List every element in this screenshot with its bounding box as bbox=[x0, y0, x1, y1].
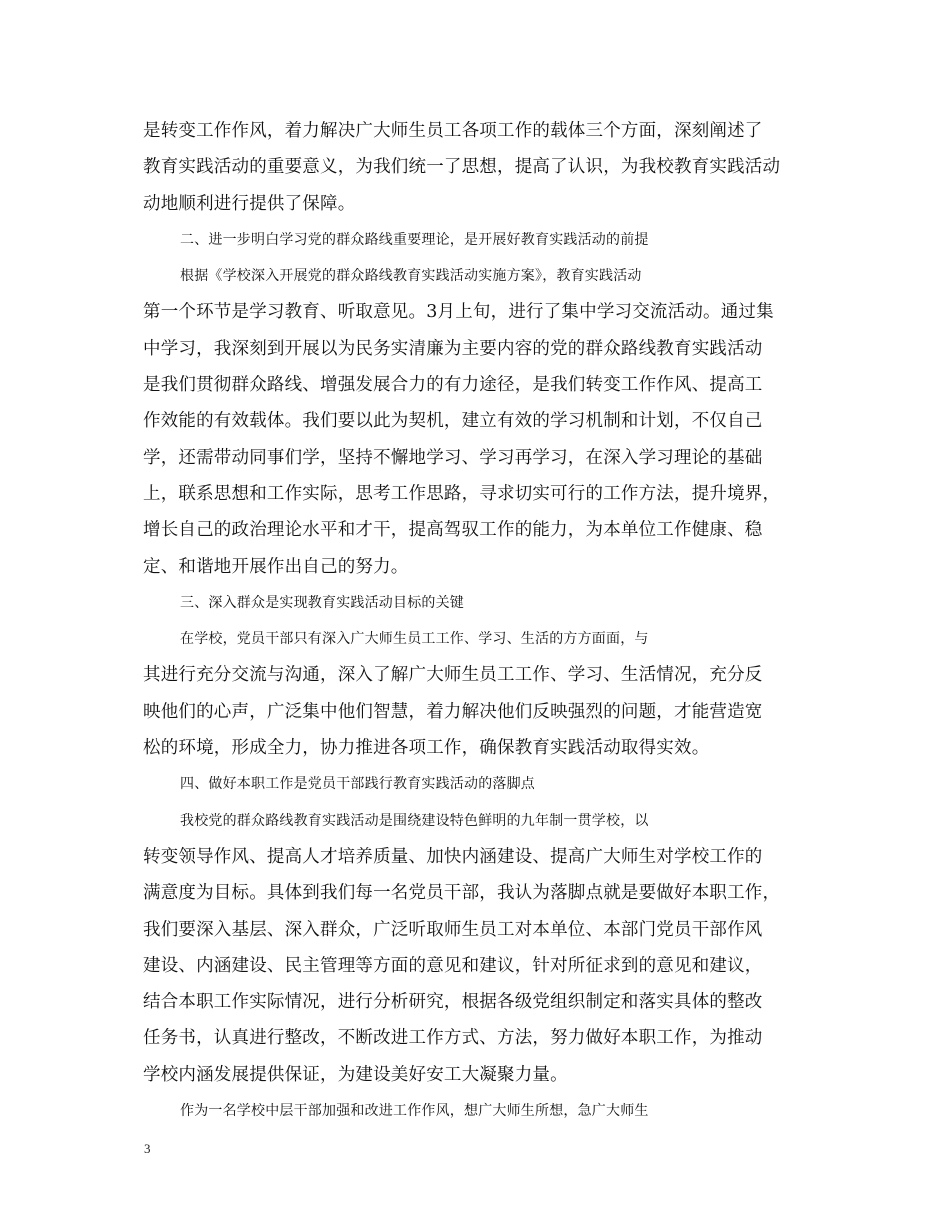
page-number: 3 bbox=[144, 1141, 151, 1156]
paragraph-start-line: 我校党的群众路线教育实践活动是围绕建设特色鲜明的九年制一贯学校，以 bbox=[180, 812, 649, 829]
text-line: 第一个环节是学习教育、听取意见。3月上旬，进行了集中学习交流活动。通过集 bbox=[143, 302, 774, 323]
text-line: 教育实践活动的重要意义，为我们统一了思想，提高了认识，为我校教育实践活动 bbox=[143, 157, 781, 178]
text-line: 转变领导作风、提高人才培养质量、加快内涵建设、提高广大师生对学校工作的 bbox=[143, 846, 763, 867]
body-text bbox=[143, 113, 827, 1129]
paragraph-start-line: 三、深入群众是实现教育实践活动目标的关键 bbox=[180, 594, 464, 611]
text-line: 中学习，我深刻到开展以为民务实清廉为主要内容的党的群众路线教育实践活动 bbox=[143, 338, 763, 359]
text-line: 满意度为目标。具体到我们每一名党员干部，我认为落脚点就是要做好本职工作， bbox=[143, 883, 781, 904]
paragraph-start-line: 作为一名学校中层干部加强和改进工作作风，想广大师生所想，急广大师生 bbox=[180, 1103, 649, 1120]
text-line: 任务书，认真进行整改，不断改进工作方式、方法，努力做好本职工作，为推动 bbox=[143, 1028, 763, 1049]
text-line: 是我们贯彻群众路线、增强发展合力的有力途径，是我们转变工作作风、提高工 bbox=[143, 375, 763, 396]
text-line: 增长自己的政治理论水平和才干，提高驾驭工作的能力，为本单位工作健康、稳 bbox=[143, 520, 763, 541]
paragraph-start-line: 在学校，党员干部只有深入广大师生员工工作、学习、生活的方方面面，与 bbox=[180, 631, 649, 648]
text-line: 学，还需带动同事们学，坚持不懈地学习、学习再学习，在深入学习理论的基础 bbox=[143, 447, 763, 468]
paragraph-start-line: 二、进一步明白学习党的群众路线重要理论，是开展好教育实践活动的前提 bbox=[180, 231, 649, 248]
text-line: 学校内涵发展提供保证，为建设美好安工大凝聚力量。 bbox=[143, 1064, 568, 1085]
text-line: 上，联系思想和工作实际，思考工作思路，寻求切实可行的工作方法，提升境界， bbox=[143, 483, 781, 504]
text-line: 作效能的有效载体。我们要以此为契机，建立有效的学习机制和计划，不仅自己 bbox=[143, 411, 763, 432]
text-line: 映他们的心声，广泛集中他们智慧，着力解决他们反映强烈的问题，才能营造宽 bbox=[143, 701, 763, 722]
text-line: 我们要深入基层、深入群众，广泛听取师生员工对本单位、本部门党员干部作风 bbox=[143, 919, 763, 940]
paragraph-start-line: 四、做好本职工作是党员干部践行教育实践活动的落脚点 bbox=[180, 776, 535, 793]
text-line: 建设、内涵建设、民主管理等方面的意见和建议，针对所征求到的意见和建议， bbox=[143, 955, 763, 976]
text-line: 结合本职工作实际情况，进行分析研究，根据各级党组织制定和落实具体的整改 bbox=[143, 992, 763, 1013]
paragraph-start-line: 根据《学校深入开展党的群众路线教育实践活动实施方案》，教育实践活动 bbox=[180, 268, 642, 285]
text-line: 松的环境，形成全力，协力推进各项工作，确保教育实践活动取得实效。 bbox=[143, 738, 710, 759]
text-line: 是转变工作作风，着力解决广大师生员工各项工作的载体三个方面，深刻阐述了 bbox=[143, 121, 763, 141]
text-line: 定、和谐地开展作出自己的努力。 bbox=[143, 556, 409, 577]
text-line: 动地顺利进行提供了保障。 bbox=[143, 193, 356, 214]
text-line: 其进行充分交流与沟通，深入了解广大师生员工工作、学习、生活情况，充分反 bbox=[143, 665, 763, 686]
